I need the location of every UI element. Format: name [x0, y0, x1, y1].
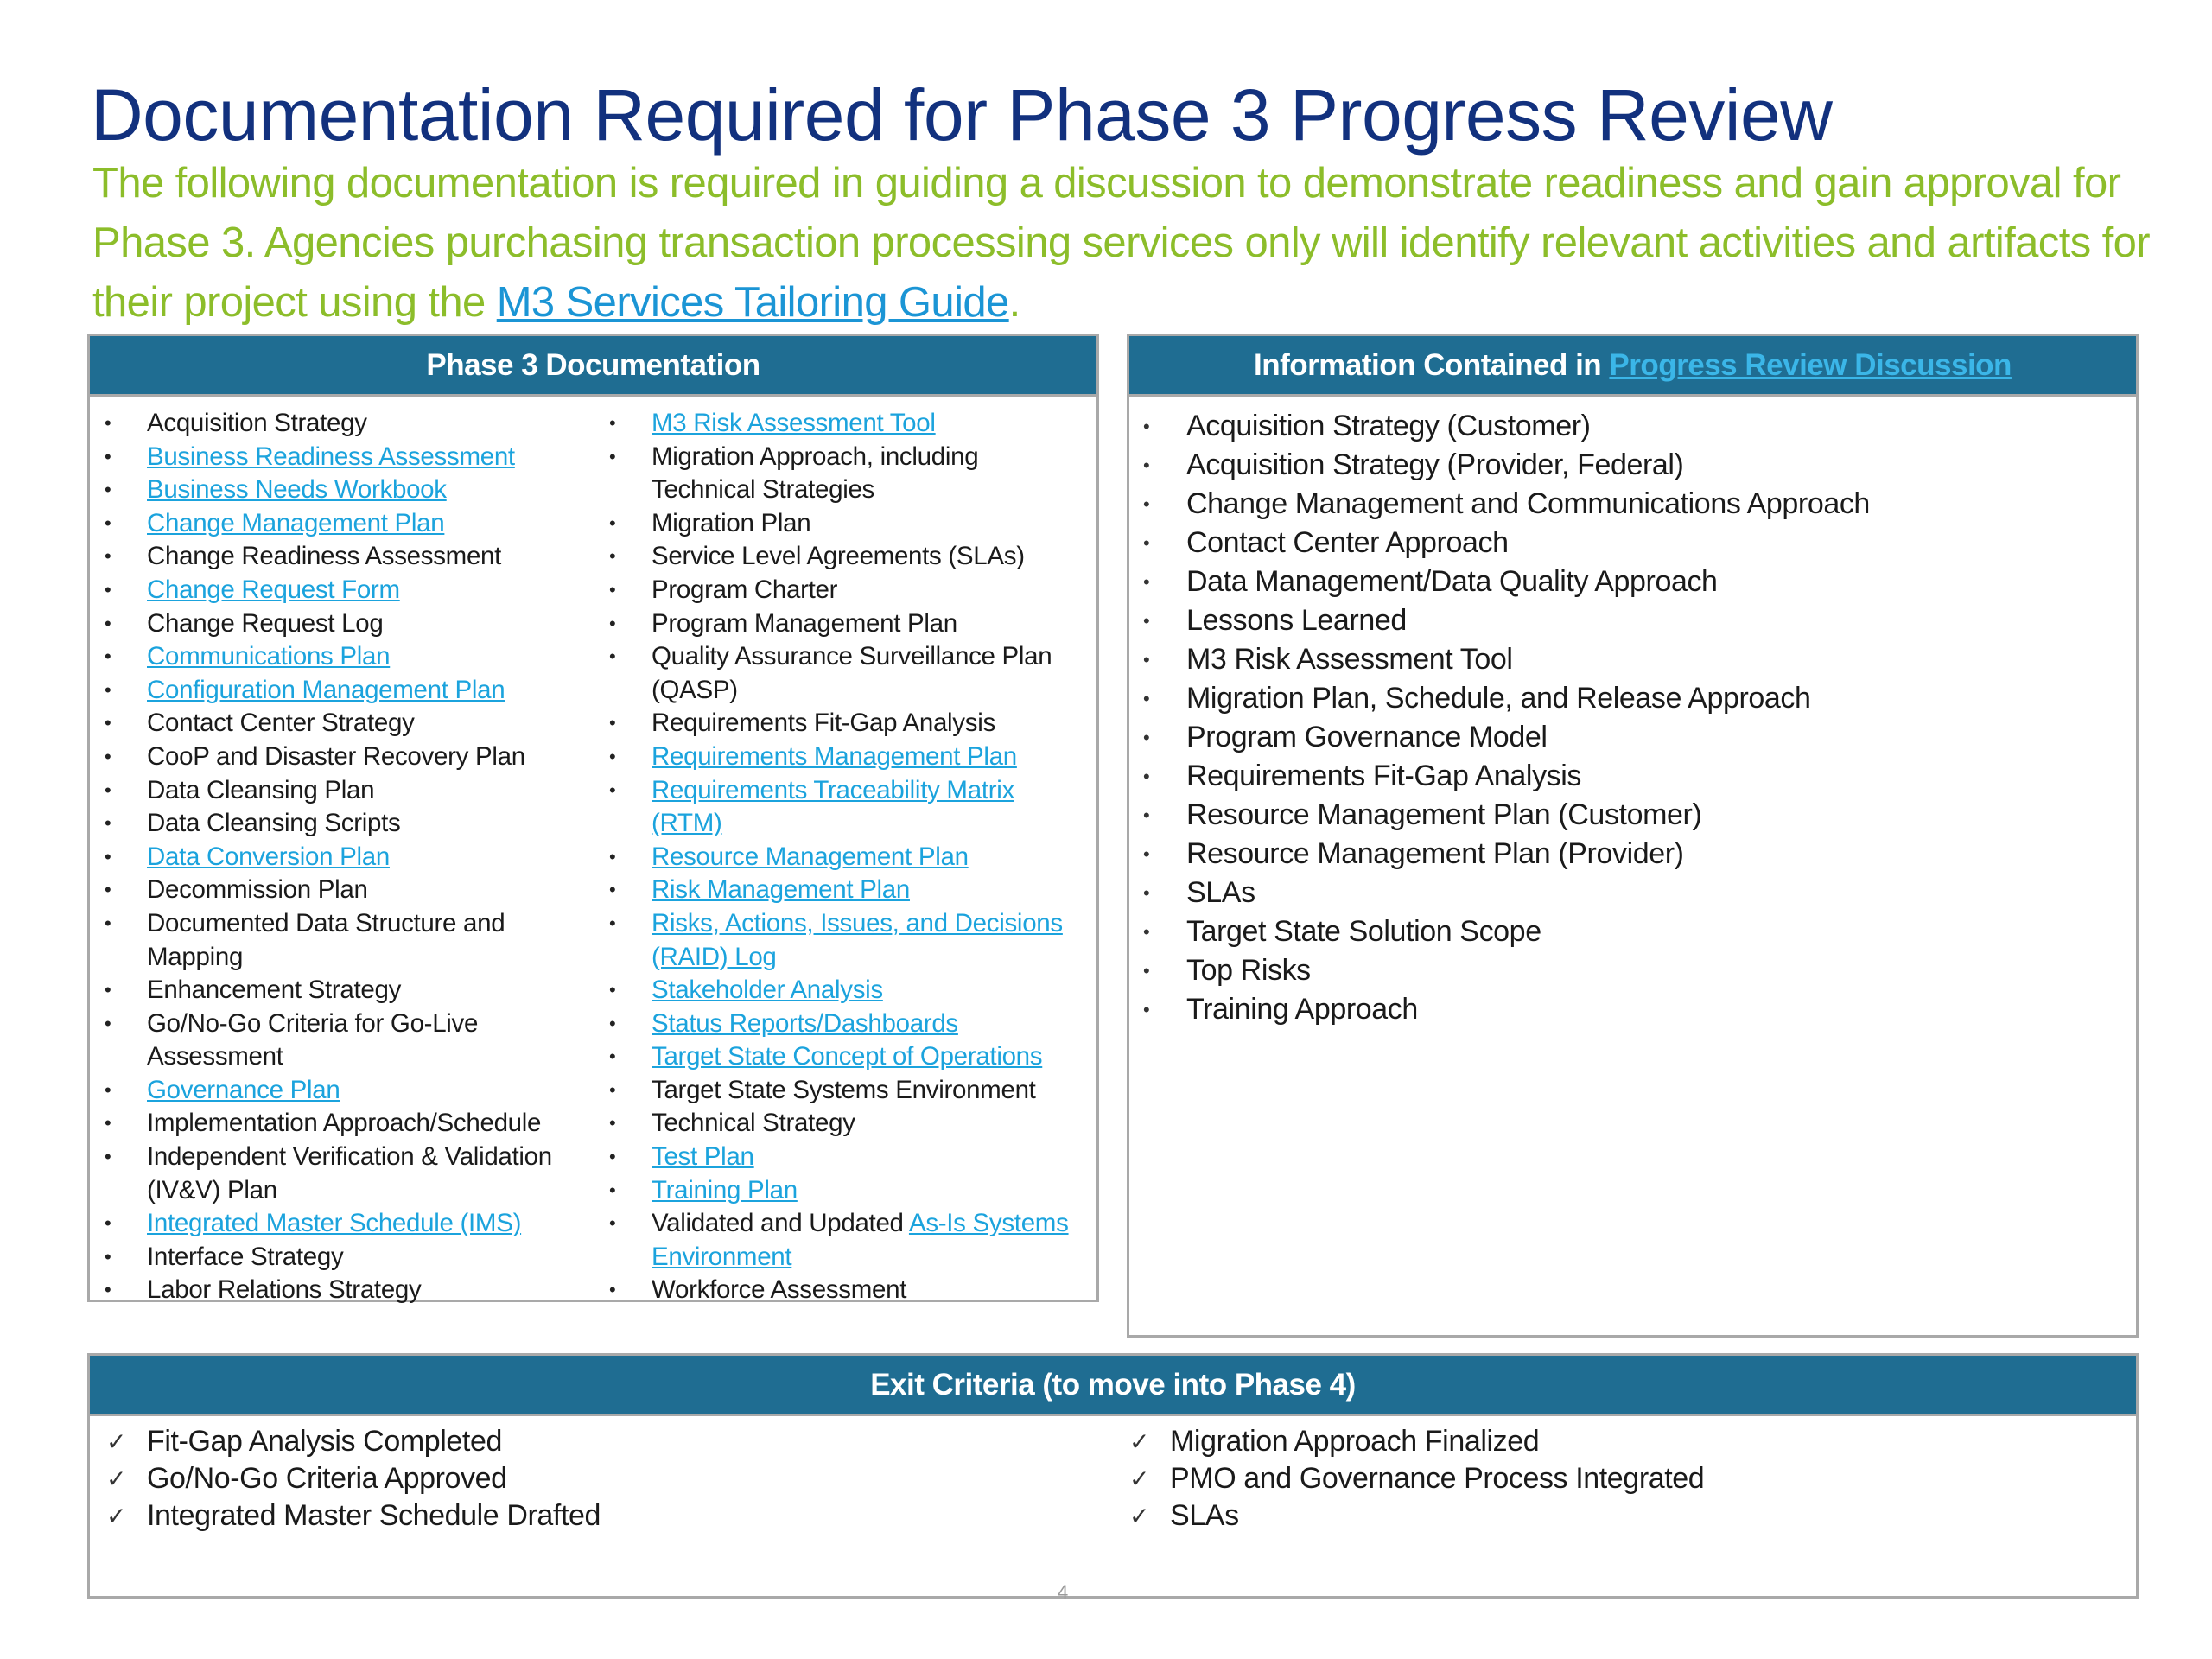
doc-list-item [90, 874, 591, 907]
doc-list-item [90, 407, 591, 441]
doc-link[interactable]: Requirements Management Plan [652, 741, 1017, 771]
doc-list-item[interactable] [90, 507, 591, 541]
doc-list-item [594, 1207, 1078, 1274]
subtitle-text: The following documentation is required in guiding a discussion to demonstrate readiness and gain approval for Phase 3. Agencies purchasing transaction processing services only will identify relevant activities and artifacts for their project using the [92, 160, 2151, 326]
exit-criterion: ✓ Integrated Master Schedule Drafted [90, 1497, 1084, 1535]
doc-list-item[interactable] [90, 674, 591, 708]
info-contained-panel [1127, 334, 2139, 1338]
doc-list-item [90, 974, 591, 1007]
exit-criterion: ✓ Migration Approach Finalized [1113, 1423, 2107, 1460]
exit-criterion: ✓ PMO and Governance Process Integrated [1113, 1460, 2107, 1497]
doc-link[interactable]: M3 Risk Assessment Tool [652, 409, 936, 437]
doc-link[interactable]: Change Request Form [147, 575, 400, 604]
doc-link[interactable]: Risks, Actions, Issues, and Decisions (RAID) Log [652, 908, 1063, 971]
doc-list-item[interactable] [594, 907, 1078, 974]
doc-list-item [90, 1107, 591, 1141]
doc-link[interactable]: Governance Plan [147, 1075, 340, 1104]
doc-label: Technical Strategy [652, 1109, 855, 1138]
info-list-item: • Requirements Fit-Gap Analysis [1129, 757, 2123, 796]
doc-list-item[interactable] [90, 640, 591, 674]
doc-label: Enhancement Strategy [147, 976, 402, 1005]
doc-link[interactable]: Integrated Master Schedule (IMS) [147, 1209, 522, 1238]
doc-list-item [90, 1241, 591, 1274]
subtitle-end: . [1008, 279, 1020, 326]
info-list-item: • Resource Management Plan (Provider) [1129, 835, 2123, 874]
phase3-documentation-header: Phase 3 Documentation [90, 336, 1096, 397]
info-contained-header [1129, 336, 2136, 397]
doc-label: Quality Assurance Surveillance Plan (QASP) [652, 642, 1052, 704]
doc-list-item [594, 574, 1078, 607]
doc-label: Workforce Assessment [652, 1275, 907, 1305]
doc-link[interactable]: Target State Concept of Operations [652, 1042, 1043, 1071]
doc-list-item [90, 707, 591, 741]
info-contained-list [1129, 407, 2123, 1029]
doc-label: Documented Data Structure and Mapping [147, 908, 505, 971]
doc-list-item [90, 1141, 591, 1207]
info-list-item: • Target State Solution Scope [1129, 912, 2123, 951]
page-number: 4 [1058, 1581, 1069, 1603]
doc-label: Contact Center Strategy [147, 709, 415, 738]
doc-label: Interface Strategy [147, 1242, 344, 1271]
info-list-item: • Lessons Learned [1129, 601, 2123, 640]
doc-list-item [594, 707, 1078, 741]
exit-criteria-list-right [1113, 1423, 2107, 1535]
doc-list-item[interactable] [594, 774, 1078, 841]
phase3-doc-list-left [90, 407, 591, 1307]
doc-label: CooP and Disaster Recovery Plan [147, 741, 525, 771]
doc-link[interactable]: Business Needs Workbook [147, 475, 447, 505]
phase3-doc-list-right [594, 407, 1078, 1307]
info-list-item: • Acquisition Strategy (Provider, Federal) [1129, 446, 2123, 485]
doc-list-item [594, 607, 1078, 641]
doc-list-item [594, 441, 1078, 507]
doc-list-item[interactable] [594, 1141, 1078, 1174]
doc-list-item [90, 741, 591, 774]
info-list-item: • Contact Center Approach [1129, 524, 2123, 563]
doc-list-item[interactable] [90, 1207, 591, 1241]
doc-link[interactable]: Stakeholder Analysis [652, 976, 883, 1005]
doc-label: Independent Verification & Validation (IV&V) Plan [147, 1142, 552, 1205]
doc-link[interactable]: Configuration Management Plan [147, 675, 505, 704]
doc-list-item [594, 640, 1078, 707]
doc-link[interactable]: Risk Management Plan [652, 875, 910, 905]
doc-link[interactable]: Resource Management Plan [652, 842, 969, 871]
doc-list-item [90, 540, 591, 574]
doc-label: Data Cleansing Plan [147, 775, 375, 804]
exit-criteria-panel [87, 1353, 2139, 1599]
doc-list-item [594, 1274, 1078, 1307]
exit-criterion: ✓ SLAs [1113, 1497, 2107, 1535]
doc-label: Migration Plan [652, 508, 811, 537]
exit-criterion: ✓ Go/No-Go Criteria Approved [90, 1460, 1084, 1497]
doc-list-item [90, 774, 591, 808]
doc-link[interactable]: Status Reports/Dashboards [652, 1008, 958, 1038]
doc-label: Change Readiness Assessment [147, 542, 502, 571]
info-list-item: • Resource Management Plan (Customer) [1129, 796, 2123, 835]
info-list-item: • Program Governance Model [1129, 718, 2123, 757]
doc-list-item [594, 1107, 1078, 1141]
doc-list-item [90, 1007, 591, 1074]
info-list-item: • SLAs [1129, 874, 2123, 912]
doc-link[interactable]: Training Plan [652, 1175, 798, 1205]
doc-list-item[interactable] [594, 841, 1078, 874]
page-subtitle [92, 154, 2166, 333]
doc-list-item [594, 507, 1078, 541]
doc-list-item[interactable] [594, 1007, 1078, 1041]
info-list-item: • Change Management and Communications Approach [1129, 485, 2123, 524]
doc-list-item[interactable] [90, 1074, 591, 1108]
info-list-item: • Acquisition Strategy (Customer) [1129, 407, 2123, 446]
info-header-text: Information Contained in [1254, 348, 1610, 382]
doc-list-item [90, 1274, 591, 1307]
doc-label: Labor Relations Strategy [147, 1275, 422, 1305]
doc-list-item[interactable] [594, 874, 1078, 907]
info-list-item: • Migration Plan, Schedule, and Release Approach [1129, 679, 2123, 718]
doc-list-item[interactable] [594, 1174, 1078, 1208]
doc-list-item[interactable] [90, 474, 591, 507]
phase3-documentation-panel [87, 334, 1099, 1305]
doc-label: Decommission Plan [147, 875, 368, 905]
doc-label: Acquisition Strategy [147, 409, 367, 437]
info-list-item: • Data Management/Data Quality Approach [1129, 563, 2123, 601]
doc-label: Data Cleansing Scripts [147, 809, 401, 838]
doc-list-item [594, 540, 1078, 574]
info-list-item: • Training Approach [1129, 990, 2123, 1029]
doc-link[interactable]: Change Management Plan [147, 508, 445, 537]
doc-link[interactable]: Business Readiness Assessment [147, 442, 515, 471]
doc-list-item[interactable] [594, 741, 1078, 774]
doc-link[interactable]: Data Conversion Plan [147, 842, 390, 871]
tailoring-guide-link[interactable]: M3 Services Tailoring Guide [496, 279, 1009, 326]
exit-criteria-list-left [90, 1423, 1084, 1535]
doc-label: Program Charter [652, 575, 838, 604]
doc-list-item[interactable] [594, 1040, 1078, 1074]
doc-label: Go/No-Go Criteria for Go-Live Assessment [147, 1008, 479, 1071]
exit-criteria-header: Exit Criteria (to move into Phase 4) [90, 1356, 2136, 1416]
doc-list-item [90, 807, 591, 841]
doc-list-item [90, 907, 591, 974]
doc-label: Validated and Updated [652, 1209, 909, 1238]
exit-criterion: ✓ Fit-Gap Analysis Completed [90, 1423, 1084, 1460]
doc-list-item[interactable] [90, 574, 591, 607]
doc-label: Migration Approach, including Technical Strategies [652, 442, 979, 505]
doc-link[interactable]: Communications Plan [147, 642, 391, 671]
doc-list-item [594, 1074, 1078, 1108]
page-title: Documentation Required for Phase 3 Progress Review [91, 74, 1833, 156]
doc-list-item[interactable] [594, 974, 1078, 1007]
doc-list-item [90, 607, 591, 641]
doc-label: Change Request Log [147, 608, 384, 638]
doc-label: Implementation Approach/Schedule [147, 1109, 542, 1138]
doc-list-item[interactable] [594, 407, 1078, 441]
doc-label: Requirements Fit-Gap Analysis [652, 709, 995, 738]
doc-link[interactable]: Test Plan [652, 1142, 754, 1172]
info-list-item: • Top Risks [1129, 951, 2123, 990]
info-list-item: • M3 Risk Assessment Tool [1129, 640, 2123, 679]
doc-link[interactable]: Requirements Traceability Matrix (RTM) [652, 775, 1014, 838]
doc-label: Service Level Agreements (SLAs) [652, 542, 1025, 571]
doc-link[interactable]: As-Is Systems Environment [652, 1209, 1069, 1271]
progress-review-discussion-link[interactable]: Progress Review Discussion [1609, 348, 2012, 382]
doc-list-item[interactable] [90, 841, 591, 874]
doc-label: Program Management Plan [652, 608, 957, 638]
doc-label: Target State Systems Environment [652, 1075, 1036, 1104]
doc-list-item[interactable] [90, 441, 591, 474]
